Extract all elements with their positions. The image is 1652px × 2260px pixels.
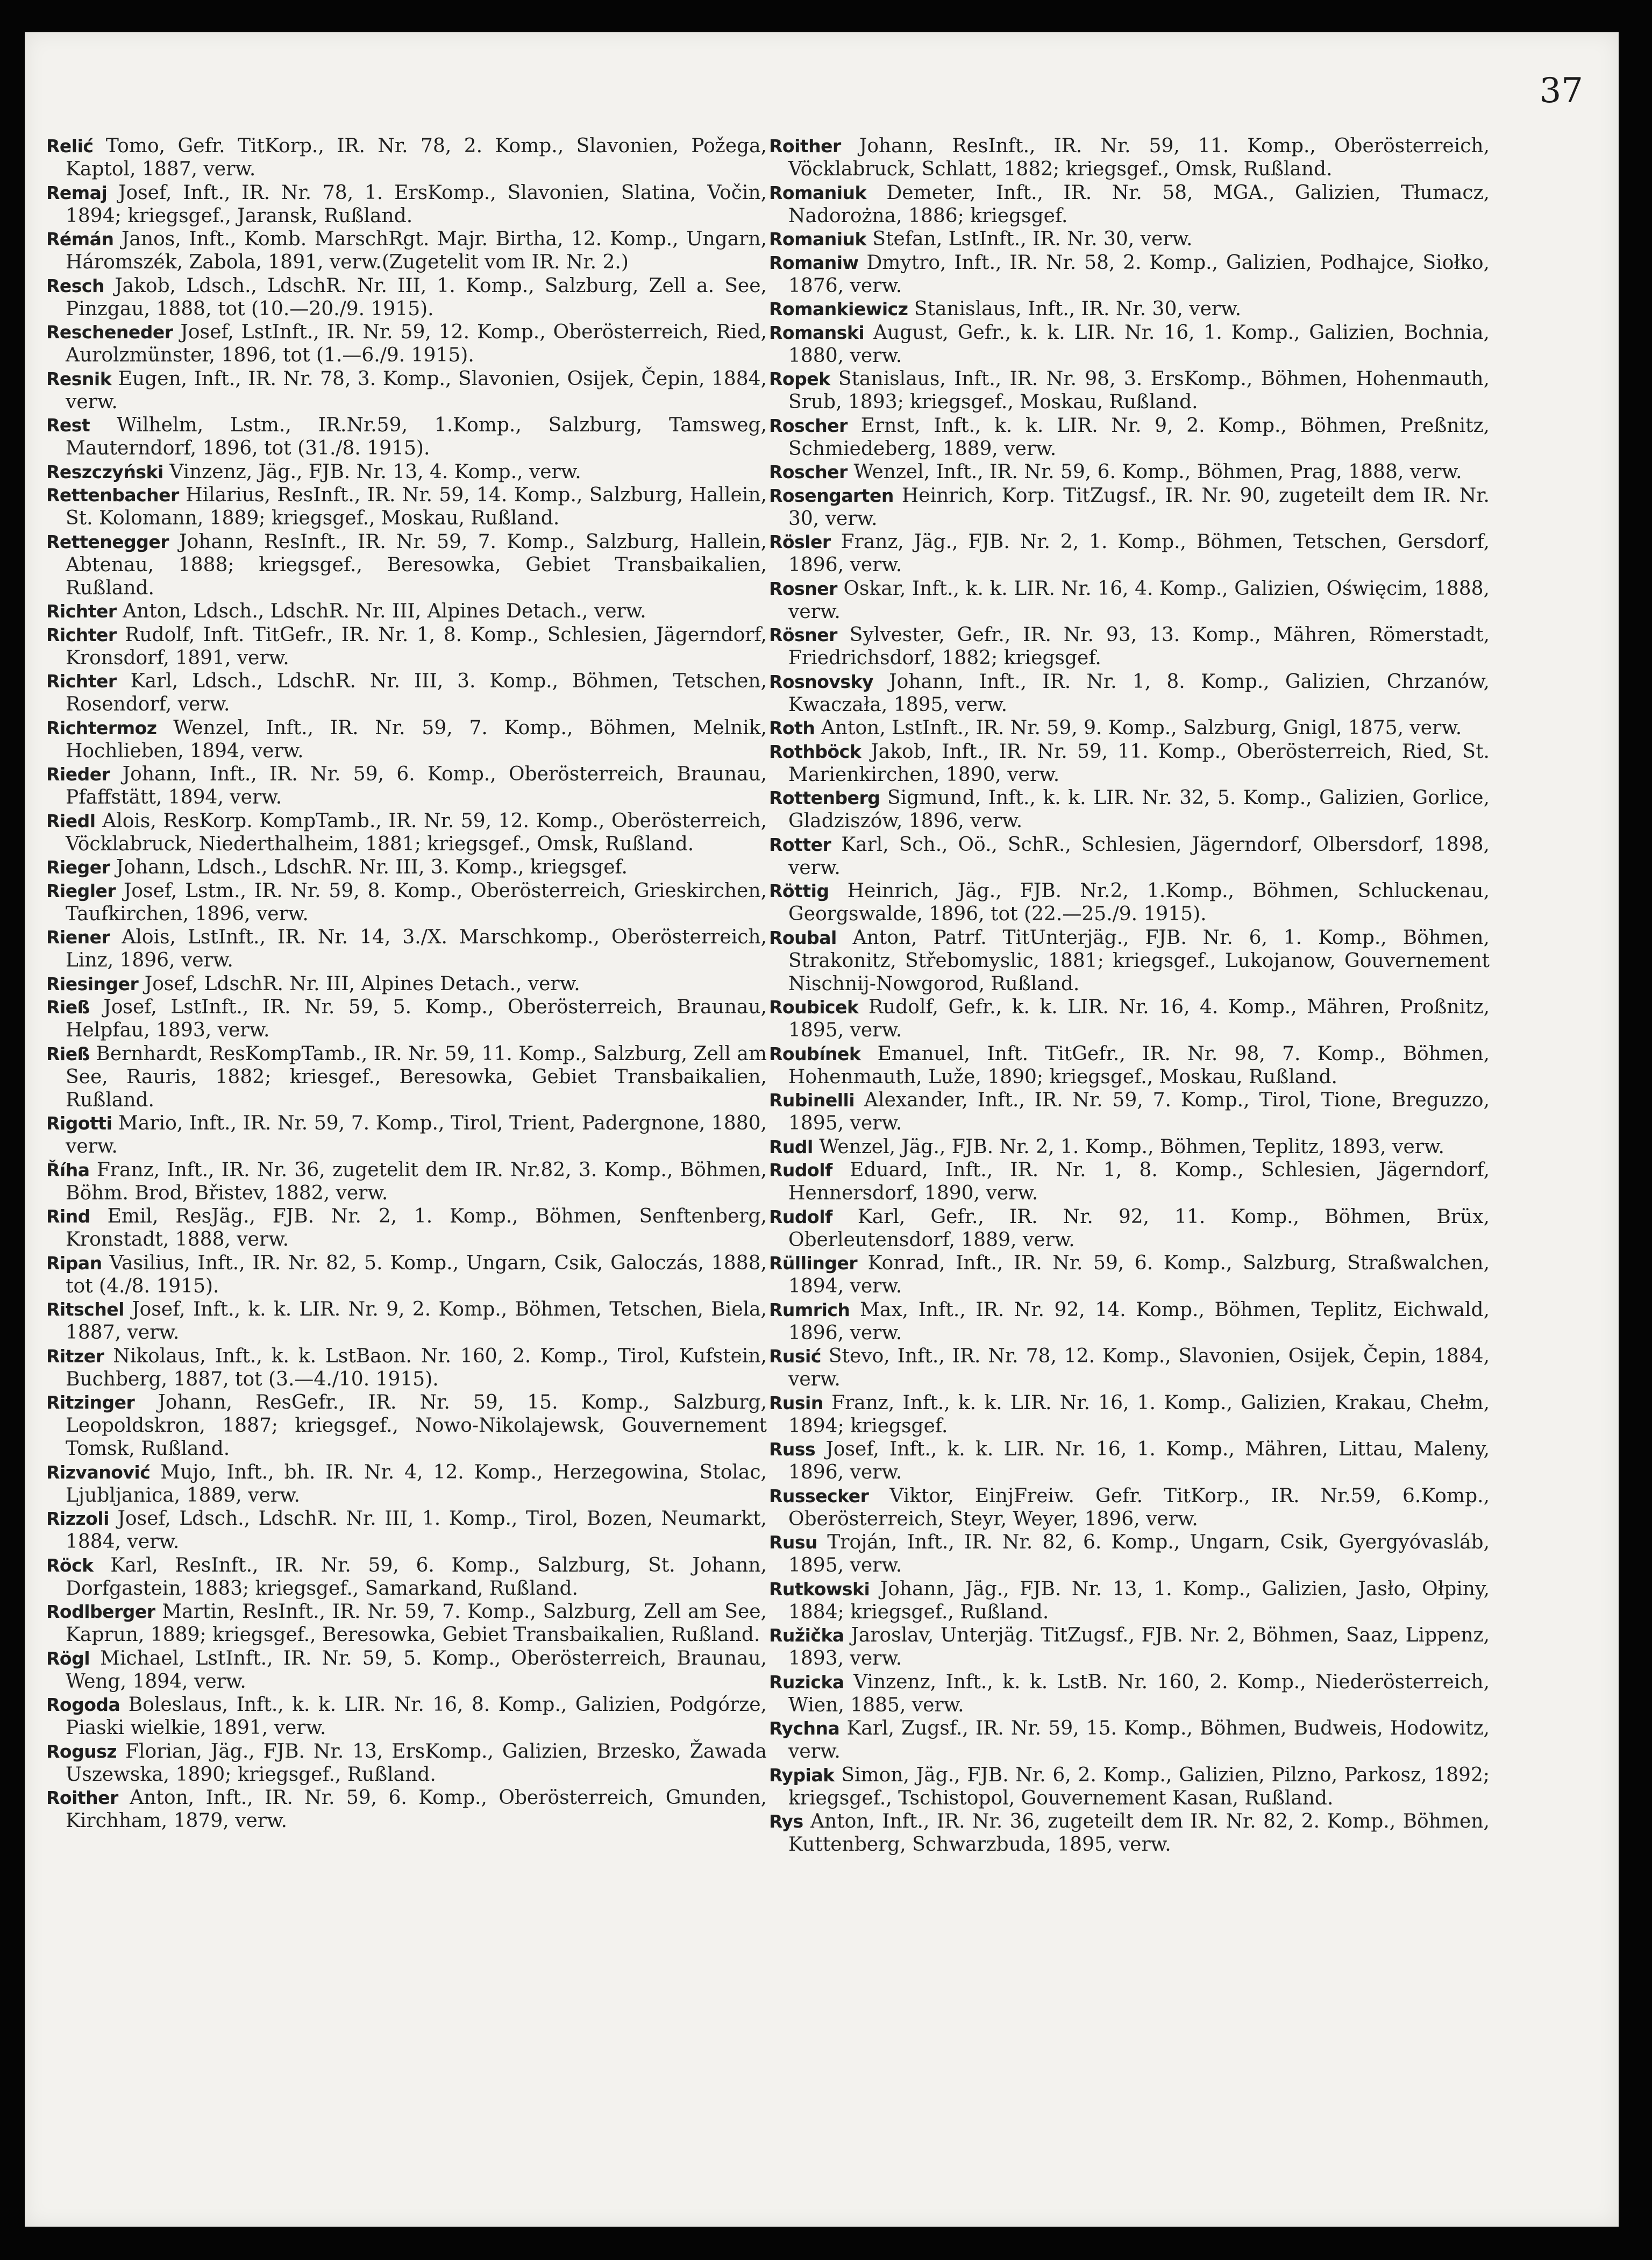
entry-name: Rusu [769,1532,818,1553]
list-item [769,1135,1490,1159]
list-item [46,484,767,530]
entry-name: Romaniw [769,252,859,273]
entry-name: Rösner [769,624,837,645]
list-item [46,996,767,1042]
entry-details: Stevo, Inft., IR. Nr. 78, 12. Komp., Slavonien, Osijek, Čepin, 1884, verw. [788,1345,1490,1390]
list-item [46,1554,767,1600]
list-item [769,1159,1490,1205]
list-item [46,972,767,996]
entry-name: Rest [46,415,90,436]
list-item [46,809,767,856]
list-item [46,530,767,600]
entry-name: Roither [769,136,841,157]
entry-name: Richter [46,601,117,622]
entry-details: Vasilius, Inft., IR. Nr. 82, 5. Komp., Ungarn, Csik, Galoczás, 1888, tot (4./8. 1915). [66,1252,767,1297]
list-item [769,1391,1490,1438]
entry-name: Rudolf [769,1206,832,1227]
list-item [46,1345,767,1391]
entry-details: Nikolaus, Inft., k. k. LstBaon. Nr. 160, 2. Komp., Tirol, Kufstein, Buchberg, 1887, tot (3.—4./10. 1915). [66,1345,767,1390]
right-column [769,134,1490,1857]
entry-name: Rusin [769,1392,823,1413]
list-item [769,786,1490,833]
list-item [46,1647,767,1693]
entry-details: Vinzenz, Inft., k. k. LstB. Nr. 160, 2. Komp., Niederösterreich, Wien, 1885, verw. [788,1671,1490,1716]
list-item [46,134,767,181]
entry-name: Rottenberg [769,787,880,808]
entry-details: Franz, Jäg., FJB. Nr. 2, 1. Komp., Böhmen, Tetschen, Gersdorf, 1896, verw. [788,531,1490,576]
entry-details: Martin, ResInft., IR. Nr. 59, 7. Komp., Salzburg, Zell am See, Kaprun, 1889; kriegsgef., Beresowka, Gebiet Transbaikalien, Rußland. [66,1601,767,1646]
entry-details: Josef, Inft., k. k. LIR. Nr. 16, 1. Komp., Mähren, Littau, Maleny, 1896, verw. [788,1438,1490,1483]
entry-details: Janos, Inft., Komb. MarschRgt. Majr. Birtha, 12. Komp., Ungarn, Háromszék, Zabola, 1891, verw.(Zugetelit vom IR. Nr. 2.) [66,228,767,273]
entry-details: Ernst, Inft., k. k. LIR. Nr. 9, 2. Komp., Böhmen, Preßnitz, Schmiedeberg, 1889, verw. [788,414,1490,460]
entry-details: Mujo, Inft., bh. IR. Nr. 4, 12. Komp., Herzegowina, Stolac, Ljubljanica, 1889, verw. [66,1461,767,1506]
list-item [769,321,1490,367]
list-item [46,1693,767,1739]
entry-details: Jaroslav, Unterjäg. TitZugsf., FJB. Nr. 2, Böhmen, Saaz, Lippenz, 1893, verw. [788,1624,1490,1669]
entry-name: Rogusz [46,1740,117,1762]
list-item [46,600,767,623]
entry-name: Rubinelli [769,1090,855,1111]
document-page [25,32,1619,2227]
entry-name: Rusić [769,1346,821,1367]
entry-details: Anton, Patrf. TitUnterjäg., FJB. Nr. 6, 1. Komp., Böhmen, Strakonitz, Střebomyslic, 1881; kriegsgef., Lukojanow, Gouvernement Nischnij-Nowgorod, Rußland. [788,926,1490,995]
entry-name: Rosner [769,578,837,599]
entry-name: Roubicek [769,997,859,1018]
list-item [46,367,767,414]
list-item [46,1507,767,1553]
entry-details: Josef, LstInft., IR. Nr. 59, 12. Komp., Oberösterreich, Ried, Aurolzmünster, 1896, tot (1.—6./9. 1915). [66,321,767,366]
entry-name: Röttig [769,880,829,901]
entry-details: August, Gefr., k. k. LIR. Nr. 16, 1. Komp., Galizien, Bochnia, 1880, verw. [788,321,1490,367]
entry-details: Josef, Inft., IR. Nr. 78, 1. ErsKomp., Slavonien, Slatina, Vočin, 1894; kriegsgef., Jaransk, Rußland. [66,181,767,227]
entry-details: Heinrich, Jäg., FJB. Nr.2, 1.Komp., Böhmen, Schluckenau, Georgswalde, 1896, tot (22.—25./9. 1915). [788,880,1490,925]
entry-details: Karl, Ldsch., LdschR. Nr. III, 3. Komp., Böhmen, Tetschen, Rosendorf, verw. [66,670,767,715]
list-item [46,623,767,670]
entry-name: Roth [769,717,815,738]
list-item [769,879,1490,926]
list-item [769,1764,1490,1810]
entry-name: Rosengarten [769,485,894,506]
list-item [46,716,767,763]
list-item [769,530,1490,577]
entry-name: Rémán [46,229,114,250]
entry-name: Rizvanović [46,1461,151,1483]
entry-details: Demeter, Inft., IR. Nr. 58, MGA., Galizien, Tłumacz, Nadorożna, 1886; kriegsgef. [788,181,1490,227]
entry-name: Ruzicka [769,1671,844,1693]
entry-name: Rumrich [769,1299,850,1320]
list-item [46,856,767,879]
entry-name: Rettenegger [46,531,169,552]
entry-name: Ritzinger [46,1392,135,1413]
list-item [46,670,767,716]
entry-details: Vinzenz, Jäg., FJB. Nr. 13, 4. Komp., verw. [163,460,581,483]
entry-details: Wenzel, Jäg., FJB. Nr. 2, 1. Komp., Böhmen, Teplitz, 1893, verw. [813,1135,1444,1158]
list-item [46,228,767,274]
entry-details: Stanislaus, Inft., IR. Nr. 30, verw. [908,298,1242,320]
list-item [46,926,767,972]
entry-name: Ripan [46,1252,102,1274]
entry-details: Anton, Inft., IR. Nr. 59, 6. Komp., Oberösterreich, Gmunden, Kirchham, 1879, verw. [66,1787,767,1832]
entry-details: Dmytro, Inft., IR. Nr. 58, 2. Komp., Galizien, Podhajce, Siołko, 1876, verw. [788,251,1490,297]
list-item [46,879,767,926]
entry-name: Rychna [769,1718,840,1739]
entry-name: Rypiak [769,1764,835,1786]
list-item [769,1671,1490,1717]
entry-name: Rescheneder [46,322,173,343]
entry-name: Rothböck [769,741,861,762]
entry-name: Ružička [769,1625,844,1646]
entry-name: Roubínek [769,1043,861,1064]
entry-name: Resnik [46,368,112,389]
entry-name: Riedl [46,810,96,831]
entry-details: Wenzel, Inft., IR. Nr. 59, 6. Komp., Böhmen, Prag, 1888, verw. [847,461,1462,483]
list-item [769,414,1490,460]
entry-name: Russecker [769,1485,869,1506]
entry-details: Viktor, EinjFreiw. Gefr. TitKorp., IR. Nr.59, 6.Komp., Oberösterreich, Steyr, Weyer, 1896, verw. [788,1484,1490,1530]
entry-details: Bernhardt, ResKompTamb., IR. Nr. 59, 11. Komp., Salzburg, Zell am See, Rauris, 1882; kriesgef., Beresowka, Gebiet Transbaikalien, Rußland. [66,1042,767,1111]
list-item [769,1577,1490,1624]
entry-details: Hilarius, ResInft., IR. Nr. 59, 14. Komp., Salzburg, Hallein, St. Kolomann, 1889; kriegsgef., Moskau, Rußland. [66,484,767,529]
list-item [769,1438,1490,1484]
list-item [769,1624,1490,1670]
list-item [46,414,767,460]
left-column [46,134,767,1833]
entry-details: Tomo, Gefr. TitKorp., IR. Nr. 78, 2. Komp., Slavonien, Požega, Kaptol, 1887, verw. [66,135,767,180]
entry-details: Florian, Jäg., FJB. Nr. 13, ErsKomp., Galizien, Brzesko, Žawada Uszewska, 1890; kriegsgef., Rußland. [66,1740,767,1786]
entry-name: Rettenbacher [46,485,179,506]
list-item [46,1786,767,1832]
list-item [46,181,767,228]
entry-name: Röck [46,1554,94,1576]
list-item [769,228,1490,251]
entry-name: Říha [46,1159,90,1181]
entry-details: Josef, Lstm., IR. Nr. 59, 8. Komp., Oberösterreich, Grieskirchen, Taufkirchen, 1896, verw. [66,879,767,925]
entry-details: Eduard, Inft., IR. Nr. 1, 8. Komp., Schlesien, Jägerndorf, Hennersdorf, 1890, verw. [788,1159,1490,1204]
entry-name: Ritzer [46,1345,104,1367]
entry-name: Rieder [46,764,110,785]
entry-details: Wilhelm, Lstm., IR.Nr.59, 1.Komp., Salzburg, Tamsweg, Mauterndorf, 1896, tot (31./8. 1915). [66,414,767,459]
list-item [769,833,1490,879]
entry-name: Rögl [46,1647,90,1669]
entry-name: Romanski [769,322,865,343]
entry-details: Wenzel, Inft., IR. Nr. 59, 7. Komp., Böhmen, Melnik, Hochlieben, 1894, verw. [66,716,767,762]
entry-name: Rösler [769,531,831,552]
list-item [46,1112,767,1158]
entry-details: Johann, ResGefr., IR. Nr. 59, 15. Komp., Salzburg, Leopoldskron, 1887; kriegsgef., Nowo-Nikolajewsk, Gouvernement Tomsk, Rußland. [66,1391,767,1460]
entry-name: Ropek [769,368,830,389]
entry-details: Stanislaus, Inft., IR. Nr. 98, 3. ErsKomp., Böhmen, Hohenmauth, Srub, 1893; kriegsgef., Moskau, Rußland. [788,368,1490,413]
list-item [769,1252,1490,1298]
list-item [769,1810,1490,1856]
entry-name: Romaniuk [769,229,866,250]
entry-name: Richter [46,671,117,692]
list-item [769,670,1490,716]
entry-details: Anton, Inft., IR. Nr. 36, zugeteilt dem IR. Nr. 82, 2. Komp., Böhmen, Kuttenberg, Schwarzbuda, 1895, verw. [788,1810,1490,1856]
entry-details: Michael, LstInft., IR. Nr. 59, 5. Komp., Oberösterreich, Braunau, Weng, 1894, verw. [66,1647,767,1693]
page-number: 37 [1539,71,1583,111]
list-item [769,1042,1490,1089]
list-item [46,1042,767,1112]
list-item [46,1461,767,1507]
entry-name: Rodlberger [46,1601,155,1622]
list-item [769,251,1490,297]
list-item [46,321,767,367]
entry-details: Konrad, Inft., IR. Nr. 59, 6. Komp., Salzburg, Straßwalchen, 1894, verw. [788,1252,1490,1297]
entry-name: Rieger [46,857,110,878]
entry-name: Russ [769,1439,816,1460]
entry-name: Rosnovsky [769,671,873,692]
list-item [46,1600,767,1646]
list-item [46,1391,767,1460]
list-item [769,484,1490,530]
entry-details: Karl, ResInft., IR. Nr. 59, 6. Komp., Salzburg, St. Johann, Dorfgastein, 1883; kriegsgef., Samarkand, Rußland. [66,1554,767,1600]
list-item [769,623,1490,670]
list-item [769,1205,1490,1252]
entry-name: Rieß [46,997,90,1018]
entry-name: Richter [46,624,117,645]
entry-name: Roscher [769,415,848,436]
entry-details: Josef, Ldsch., LdschR. Nr. III, 1. Komp., Tirol, Bozen, Neumarkt, 1884, verw. [66,1508,767,1553]
entry-name: Rigotti [46,1113,112,1134]
entry-details: Johann, ResInft., IR. Nr. 59, 11. Komp., Oberösterreich, Vöcklabruck, Schlatt, 1882; kriegsgef., Omsk, Rußland. [788,135,1490,180]
entry-name: Rys [769,1811,803,1832]
list-item [769,1717,1490,1763]
entry-name: Roither [46,1787,118,1808]
entry-details: Johann, Ldsch., LdschR. Nr. III, 3. Komp., kriegsgef. [110,856,628,878]
entry-name: Romankiewicz [769,299,908,319]
entry-details: Alexander, Inft., IR. Nr. 59, 7. Komp., Tirol, Tione, Breguzzo, 1895, verw. [788,1089,1490,1134]
list-item [769,577,1490,623]
entry-name: Rüllinger [769,1253,858,1274]
entry-name: Ritschel [46,1299,124,1320]
list-item [46,1252,767,1298]
entry-details: Heinrich, Korp. TitZugsf., IR. Nr. 90, zugeteilt dem IR. Nr. 30, verw. [788,484,1490,530]
entry-details: Johann, Inft., IR. Nr. 1, 8. Komp., Galizien, Chrzanów, Kwaczała, 1895, verw. [788,670,1490,716]
entry-details: Boleslaus, Inft., k. k. LIR. Nr. 16, 8. Komp., Galizien, Podgórze, Piaski wielkie, 1891, verw. [66,1694,767,1739]
entry-name: Reszczyński [46,461,163,482]
entry-name: Rudolf [769,1160,832,1181]
entry-details: Alois, LstInft., IR. Nr. 14, 3./X. Marschkomp., Oberösterreich, Linz, 1896, verw. [66,926,767,971]
entry-details: Eugen, Inft., IR. Nr. 78, 3. Komp., Slavonien, Osijek, Čepin, 1884, verw. [66,367,767,413]
entry-details: Emil, ResJäg., FJB. Nr. 2, 1. Komp., Böhmen, Senftenberg, Kronstadt, 1888, verw. [66,1205,767,1250]
entry-name: Rieß [46,1043,90,1064]
entry-details: Max, Inft., IR. Nr. 92, 14. Komp., Böhmen, Teplitz, Eichwald, 1896, verw. [788,1298,1490,1344]
entry-details: Anton, LstInft., IR. Nr. 59, 9. Komp., Salzburg, Gnigl, 1875, verw. [815,717,1462,739]
entry-details: Jakob, Inft., IR. Nr. 59, 11. Komp., Oberösterreich, Ried, St. Marienkirchen, 1890, verw. [788,740,1490,786]
entry-details: Stefan, LstInft., IR. Nr. 30, verw. [866,228,1193,250]
list-item [769,996,1490,1042]
entry-details: Simon, Jäg., FJB. Nr. 6, 2. Komp., Galizien, Pilzno, Parkosz, 1892; kriegsgef., Tschistopol, Gouvernement Kasan, Rußland. [788,1764,1490,1809]
entry-details: Sigmund, Inft., k. k. LIR. Nr. 32, 5. Komp., Galizien, Gorlice, Gladziszów, 1896, verw. [788,787,1490,832]
list-item [769,460,1490,484]
entry-name: Rudl [769,1136,813,1157]
list-item [769,181,1490,228]
list-item [46,1298,767,1344]
list-item [46,460,767,484]
entry-details: Oskar, Inft., k. k. LIR. Nr. 16, 4. Komp., Galizien, Oświęcim, 1888, verw. [788,577,1490,623]
entry-details: Karl, Gefr., IR. Nr. 92, 11. Komp., Böhmen, Brüx, Oberleutensdorf, 1889, verw. [788,1205,1490,1251]
entry-details: Josef, LdschR. Nr. III, Alpines Detach., verw. [138,972,580,995]
entry-details: Anton, Ldsch., LdschR. Nr. III, Alpines Detach., verw. [116,600,646,622]
list-item [769,1484,1490,1531]
entry-details: Sylvester, Gefr., IR. Nr. 93, 13. Komp., Mähren, Römerstadt, Friedrichsdorf, 1882; kriegsgef. [788,624,1490,669]
entry-details: Jakob, Ldsch., LdschR. Nr. III, 1. Komp., Salzburg, Zell a. See, Pinzgau, 1888, tot (10.—20./9. 1915). [66,274,767,320]
list-item [46,763,767,809]
list-item [769,1345,1490,1391]
entry-details: Emanuel, Inft. TitGefr., IR. Nr. 98, 7. Komp., Böhmen, Hohenmauth, Luže, 1890; kriegsgef., Moskau, Rußland. [788,1042,1490,1088]
entry-details: Johann, Jäg., FJB. Nr. 13, 1. Komp., Galizien, Jasło, Ołpiny, 1884; kriegsgef., Rußland. [788,1577,1490,1623]
entry-details: Johann, Inft., IR. Nr. 59, 6. Komp., Oberösterreich, Braunau, Pfaffstätt, 1894, verw. [66,763,767,808]
list-item [46,1740,767,1786]
entry-name: Rizzoli [46,1508,109,1529]
entry-name: Roubal [769,927,837,948]
entry-details: Josef, Inft., k. k. LIR. Nr. 9, 2. Komp., Böhmen, Tetschen, Biela, 1887, verw. [66,1298,767,1344]
entry-name: Rotter [769,834,831,855]
list-item [769,134,1490,181]
entry-details: Franz, Inft., k. k. LIR. Nr. 16, 1. Komp., Galizien, Krakau, Chełm, 1894; kriegsgef. [788,1391,1490,1437]
list-item [769,926,1490,996]
entry-name: Rind [46,1206,90,1227]
entry-details: Rudolf, Inft. TitGefr., IR. Nr. 1, 8. Komp., Schlesien, Jägerndorf, Kronsdorf, 1891, verw. [66,623,767,669]
entry-details: Mario, Inft., IR. Nr. 59, 7. Komp., Tirol, Trient, Padergnone, 1880, verw. [66,1112,767,1157]
entry-name: Riener [46,927,110,948]
entry-details: Franz, Inft., IR. Nr. 36, zugetelit dem IR. Nr.82, 3. Komp., Böhmen, Böhm. Brod, Břistev, 1882, verw. [66,1159,767,1204]
list-item [46,1159,767,1205]
list-item [769,1298,1490,1345]
entry-name: Rogoda [46,1694,120,1715]
list-item [769,740,1490,786]
entry-details: Rudolf, Gefr., k. k. LIR. Nr. 16, 4. Komp., Mähren, Proßnitz, 1895, verw. [788,996,1490,1041]
entry-name: Romaniuk [769,182,866,203]
list-item [769,716,1490,740]
entry-name: Resch [46,275,104,296]
list-item [46,1205,767,1251]
entry-details: Karl, Sch., Oö., SchR., Schlesien, Jägerndorf, Olbersdorf, 1898, verw. [788,833,1490,879]
entry-name: Remaj [46,182,108,203]
entry-details: Alois, ResKorp. KompTamb., IR. Nr. 59, 12. Komp., Oberösterreich, Vöcklabruck, Niederthalheim, 1881; kriegsgef., Omsk, Rußland. [66,809,767,855]
entry-name: Riegler [46,880,116,901]
list-item [769,1531,1490,1577]
entry-details: Josef, LstInft., IR. Nr. 59, 5. Komp., Oberösterreich, Braunau, Helpfau, 1893, verw. [66,996,767,1041]
entry-details: Johann, ResInft., IR. Nr. 59, 7. Komp., Salzburg, Hallein, Abtenau, 1888; kriegsgef., Beresowka, Gebiet Transbaikalien, Rußland. [66,530,767,599]
list-item [46,274,767,321]
entry-name: Richtermoz [46,717,157,738]
list-item [769,297,1490,321]
entry-details: Karl, Zugsf., IR. Nr. 59, 15. Komp., Böhmen, Budweis, Hodowitz, verw. [788,1717,1490,1762]
entry-details: Troján, Inft., IR. Nr. 82, 6. Komp., Ungarn, Csik, Gyergyóvasláb, 1895, verw. [788,1531,1490,1576]
entry-name: Roscher [769,461,848,482]
list-item [769,1089,1490,1135]
entry-name: Riesinger [46,973,139,994]
entry-name: Relić [46,136,94,157]
entry-name: Rutkowski [769,1578,870,1600]
list-item [769,367,1490,414]
